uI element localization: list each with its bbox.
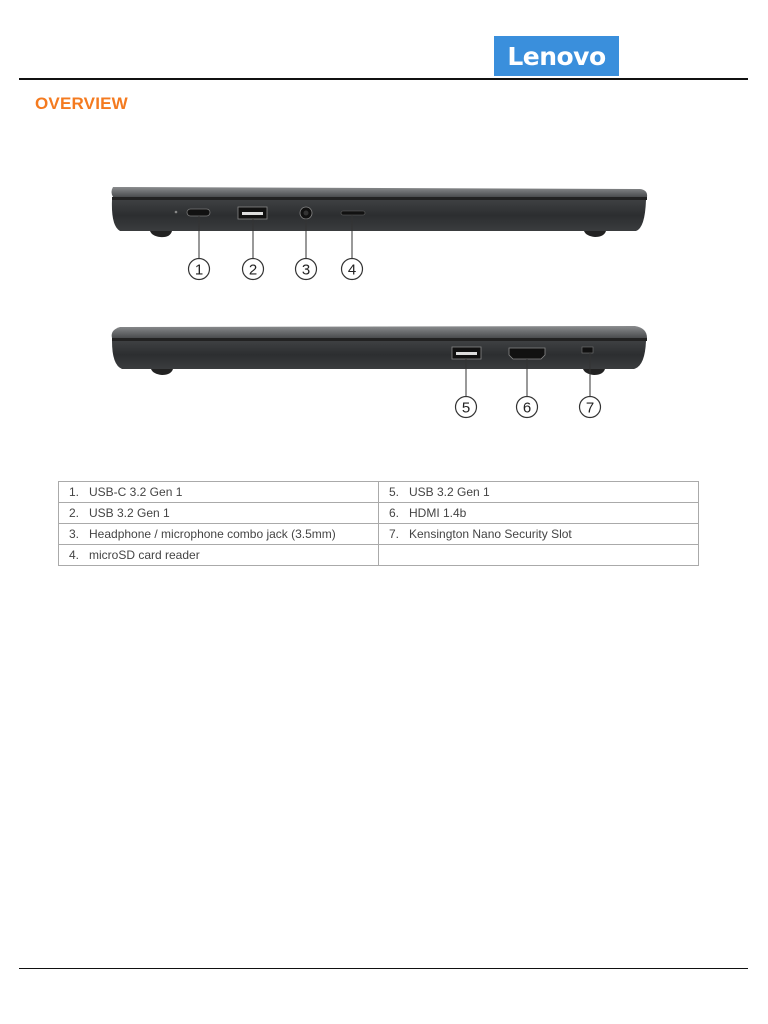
- table-row: [59, 482, 699, 503]
- footer-divider: [19, 968, 748, 969]
- callout-4: [342, 259, 363, 280]
- callout-7: [580, 397, 601, 418]
- table-row: [59, 524, 699, 545]
- svg-text:3: 3: [301, 261, 311, 279]
- table-row: [59, 503, 699, 524]
- table-cell: 3. Headphone / microphone combo jack (3.5mm): [59, 524, 379, 545]
- svg-text:4: 4: [347, 261, 357, 279]
- svg-text:6: 6: [522, 399, 532, 417]
- table-cell: 1. USB-C 3.2 Gen 1: [59, 482, 379, 503]
- hdmi-port: [509, 348, 545, 359]
- table-row: [59, 545, 699, 566]
- laptop-side-views: [0, 0, 768, 460]
- usb-c-port: [187, 209, 210, 216]
- lenovo-logo: Lenovo: [494, 36, 619, 76]
- table-cell: [379, 545, 699, 566]
- table-cell: 6. HDMI 1.4b: [379, 503, 699, 524]
- svg-text:7: 7: [585, 399, 595, 417]
- laptop-right-side: [112, 326, 647, 375]
- table-cell: 4. microSD card reader: [59, 545, 379, 566]
- callout-3: [296, 259, 317, 280]
- status-led: [175, 211, 178, 214]
- callout-5: [456, 397, 477, 418]
- security-slot: [582, 347, 593, 353]
- svg-text:5: 5: [461, 399, 471, 417]
- table-cell: 5. USB 3.2 Gen 1: [379, 482, 699, 503]
- callout-1: [189, 259, 210, 280]
- callout-6: [517, 397, 538, 418]
- laptop-left-side: [112, 187, 648, 237]
- callout-2: [243, 259, 264, 280]
- table-cell: 2. USB 3.2 Gen 1: [59, 503, 379, 524]
- svg-text:2: 2: [248, 261, 258, 279]
- microsd-slot: [341, 211, 365, 215]
- svg-text:1: 1: [194, 261, 204, 279]
- section-title: OVERVIEW: [35, 94, 128, 113]
- table-cell: 7. Kensington Nano Security Slot: [379, 524, 699, 545]
- ports-table: [58, 481, 699, 566]
